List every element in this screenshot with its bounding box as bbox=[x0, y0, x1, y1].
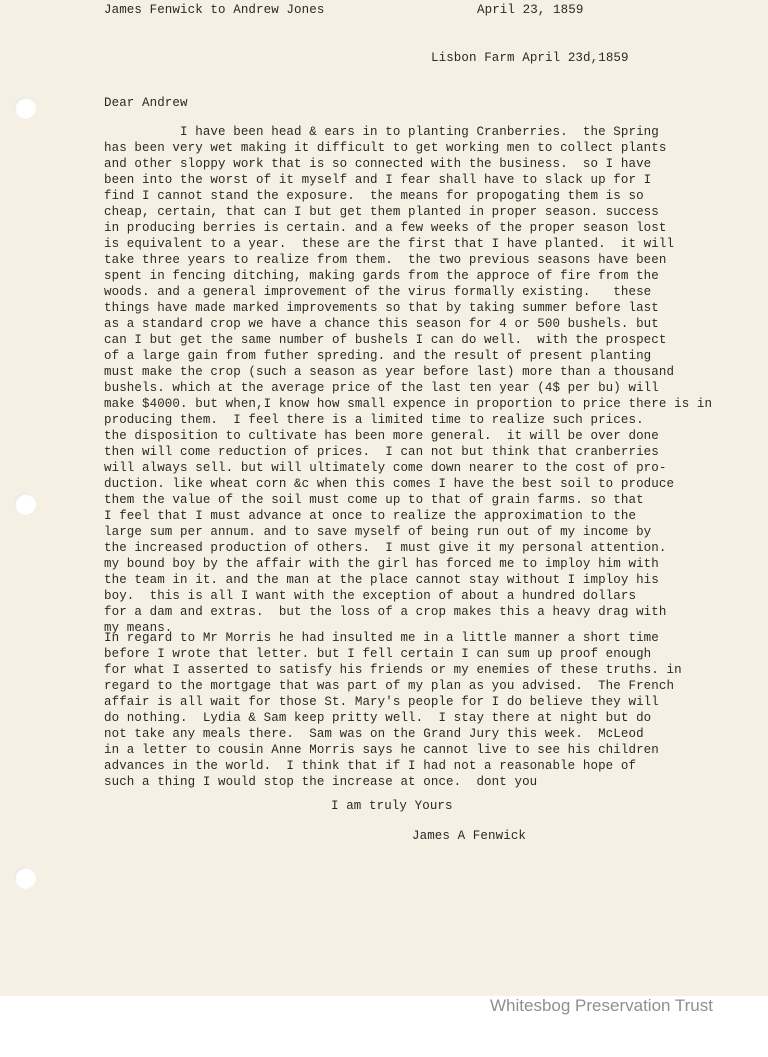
binder-hole-bottom bbox=[14, 867, 36, 889]
letter-line: for what I asserted to satisfy his friends or my enemies of these truths. in bbox=[104, 663, 682, 677]
letter-line: of a large gain from futher spreding. and the result of present planting bbox=[104, 349, 652, 363]
closing: I am truly Yours bbox=[331, 799, 453, 813]
letter-line: spent in fencing ditching, making gards from the approce of fire from the bbox=[104, 269, 659, 283]
letter-line: woods. and a general improvement of the virus formally existing. these bbox=[104, 285, 652, 299]
letter-line: them the value of the soil must come up to that of grain farms. so that bbox=[104, 493, 644, 507]
salutation: Dear Andrew bbox=[104, 96, 188, 110]
binder-hole-middle bbox=[14, 493, 36, 515]
letter-line: is equivalent to a year. these are the first that I have planted. it will bbox=[104, 237, 675, 251]
letter-line: the increased production of others. I must give it my personal attention. bbox=[104, 541, 667, 555]
letter-line: and other sloppy work that is so connected with the business. so I have bbox=[104, 157, 652, 171]
letter-line: not take any meals there. Sam was on the Grand Jury this week. McLeod bbox=[104, 727, 644, 741]
letter-line: large sum per annum. and to save myself of being run out of my income by bbox=[104, 525, 652, 539]
letter-line: been into the worst of it myself and I fear shall have to slack up for I bbox=[104, 173, 652, 187]
letter-line: for a dam and extras. but the loss of a crop makes this a heavy drag with bbox=[104, 605, 667, 619]
signature: James A Fenwick bbox=[412, 829, 527, 843]
paragraph-2 bbox=[104, 630, 682, 790]
letter-line: can I but get the same number of bushels I can do well. with the prospect bbox=[104, 333, 667, 347]
letter-line: regard to the mortgage that was part of my plan as you advised. The French bbox=[104, 679, 675, 693]
letter-line: find I cannot stand the exposure. the means for propogating them is so bbox=[104, 189, 644, 203]
letter-line: such a thing I would stop the increase at once. dont you bbox=[104, 775, 538, 789]
binder-hole-top bbox=[14, 97, 36, 119]
letter-line: has been very wet making it difficult to get working men to collect plants bbox=[104, 141, 667, 155]
letter-line: then will come reduction of prices. I can not but think that cranberries bbox=[104, 445, 659, 459]
letter-line: cheap, certain, that can I but get them planted in proper season. success bbox=[104, 205, 659, 219]
letter-line: make $4000. but when,I know how small expence in proportion to price there is in bbox=[104, 397, 713, 411]
letter-line: take three years to realize from them. the two previous seasons have been bbox=[104, 253, 667, 267]
letter-line: In regard to Mr Morris he had insulted me in a little manner a short time bbox=[104, 631, 659, 645]
letter-line: do nothing. Lydia & Sam keep pritty well. I stay there at night but do bbox=[104, 711, 652, 725]
letter-line: in producing berries is certain. and a few weeks of the proper season lost bbox=[104, 221, 667, 235]
letter-line: I have been head & ears in to planting Cranberries. the Spring bbox=[104, 125, 659, 139]
letter-line: will always sell. but will ultimately come down nearer to the cost of pro- bbox=[104, 461, 667, 475]
letter-line: boy. this is all I want with the exception of about a hundred dollars bbox=[104, 589, 637, 603]
letter-line: things have made marked improvements so that by taking summer before last bbox=[104, 301, 659, 315]
letter-line: as a standard crop we have a chance this season for 4 or 500 bushels. but bbox=[104, 317, 659, 331]
letter-line: my means. bbox=[104, 621, 173, 635]
letter-line: bushels. which at the average price of the last ten year (4$ per bu) will bbox=[104, 381, 659, 395]
letter-line: advances in the world. I think that if I had not a reasonable hope of bbox=[104, 759, 637, 773]
place-date: Lisbon Farm April 23d,1859 bbox=[431, 51, 629, 65]
letter-line: the team in it. and the man at the place cannot stay without I imploy his bbox=[104, 573, 659, 587]
watermark: Whitesbog Preservation Trust bbox=[490, 996, 713, 1015]
header-date: April 23, 1859 bbox=[477, 3, 584, 17]
letter-line: before I wrote that letter. but I fell certain I can sum up proof enough bbox=[104, 647, 652, 661]
letter-line: duction. like wheat corn &c when this comes I have the best soil to produce bbox=[104, 477, 675, 491]
letter-line: must make the crop (such a season as year before last) more than a thousand bbox=[104, 365, 675, 379]
letter-line: I feel that I must advance at once to realize the approximation to the bbox=[104, 509, 637, 523]
letter-line: my bound boy by the affair with the girl has forced me to imploy him with bbox=[104, 557, 659, 571]
header-title: James Fenwick to Andrew Jones bbox=[104, 3, 325, 17]
letter-line: in a letter to cousin Anne Morris says he cannot live to see his children bbox=[104, 743, 659, 757]
letter-line: the disposition to cultivate has been more general. it will be over done bbox=[104, 429, 659, 443]
paragraph-1 bbox=[104, 124, 712, 636]
letter-line: producing them. I feel there is a limited time to realize such prices. bbox=[104, 413, 644, 427]
letter-line: affair is all wait for those St. Mary's people for I do believe they will bbox=[104, 695, 659, 709]
